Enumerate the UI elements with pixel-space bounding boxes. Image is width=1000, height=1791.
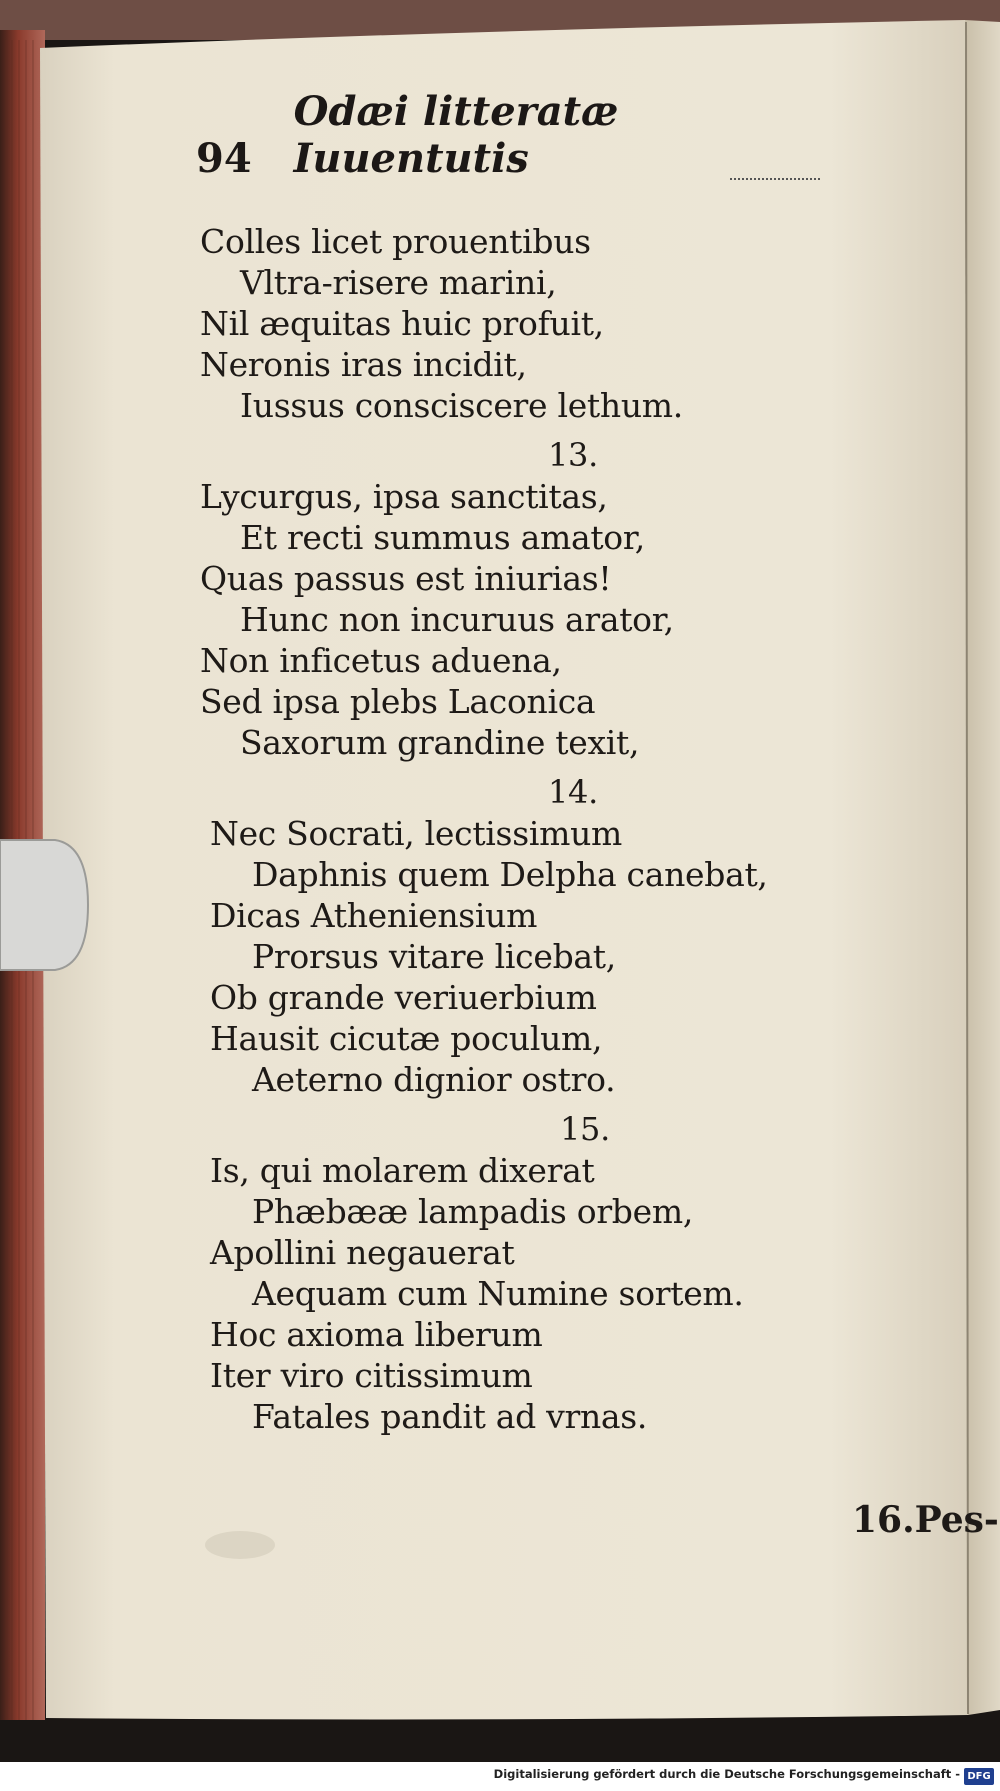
header-rule xyxy=(730,178,820,180)
verse-line: Neronis iras incidit, xyxy=(200,345,527,384)
verse-line: Nec Socrati, lectissimum xyxy=(210,814,623,853)
catchword: 16.Pes- xyxy=(852,1499,999,1541)
running-head xyxy=(196,88,826,182)
verse-line: Iussus consciscere lethum. xyxy=(240,386,683,425)
verse-line: Dicas Atheniensium xyxy=(210,896,538,935)
verse-line: Lycurgus, ipsa sanctitas, xyxy=(200,477,608,516)
running-title: Odæi litteratæ Iuuentutis xyxy=(293,88,619,182)
verse-line: Aequam cum Numine sortem. xyxy=(252,1274,744,1313)
verse-line: Prorsus vitare licebat, xyxy=(252,937,616,976)
page-number: 94 xyxy=(196,135,252,182)
verse-line: Fatales pandit ad vrnas. xyxy=(252,1397,648,1436)
verse-line: Hoc axioma liberum xyxy=(210,1315,543,1354)
verse-line: Colles licet prouentibus xyxy=(200,222,591,261)
verse-line: Sed ipsa plebs Laconica xyxy=(200,682,596,721)
verse-line: Ob grande veriuerbium xyxy=(210,978,597,1017)
verse-line: Saxorum grandine texit, xyxy=(240,723,640,762)
verse-line: Aeterno dignior ostro. xyxy=(252,1060,616,1099)
verse-line: Nil æquitas huic profuit, xyxy=(200,304,604,343)
verse-line: Hausit cicutæ poculum, xyxy=(210,1019,603,1058)
verse-line: Vltra-risere marini, xyxy=(240,263,557,302)
footer-credit: Digitalisierung gefördert durch die Deutsche Forschungsgemeinschaft - xyxy=(493,1767,960,1781)
verse-line: Quas passus est iniurias! xyxy=(200,559,612,598)
verse-line: Et recti summus amator, xyxy=(240,518,645,557)
dfg-logo: DFG xyxy=(964,1768,994,1785)
verse-line: Phæbææ lampadis orbem, xyxy=(252,1192,694,1231)
stanza-number: 14. xyxy=(548,773,598,811)
digitization-footer xyxy=(0,1762,1000,1791)
verse-line: Apollini negauerat xyxy=(210,1233,515,1272)
verse-line: Is, qui molarem dixerat xyxy=(210,1151,595,1190)
stanza-number: 15. xyxy=(560,1110,610,1148)
verse-line: Daphnis quem Delpha canebat, xyxy=(252,855,768,894)
stanza-number: 13. xyxy=(548,436,598,474)
verse-line: Iter viro citissimum xyxy=(210,1356,533,1395)
verse-line: Non inficetus aduena, xyxy=(200,641,562,680)
verse-line: Hunc non incuruus arator, xyxy=(240,600,674,639)
